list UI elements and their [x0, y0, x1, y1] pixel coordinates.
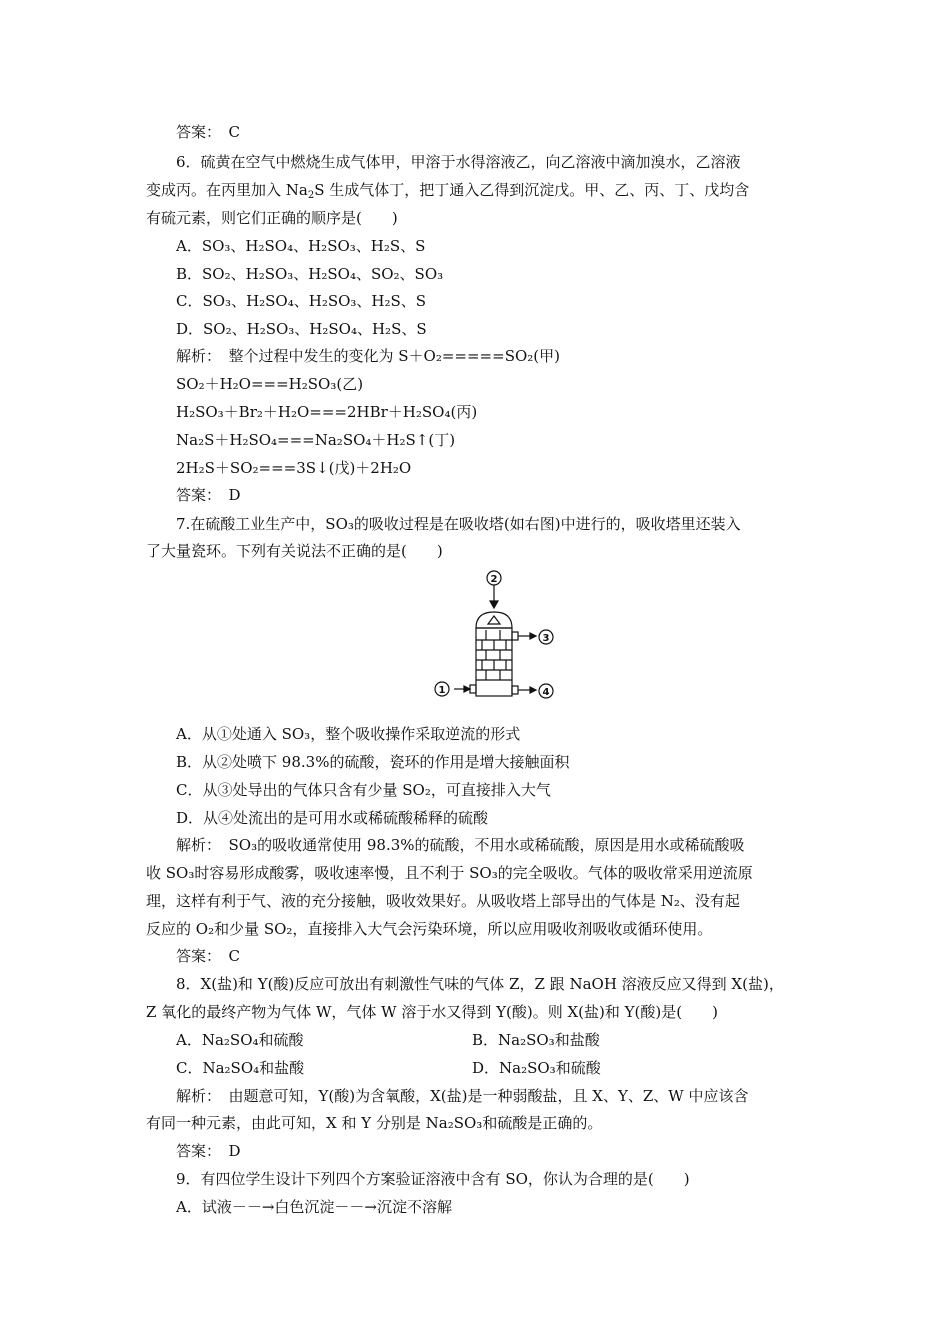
q6-equation-3: Na₂S＋H₂SO₄===Na₂SO₄＋H₂S↑(丁)	[176, 431, 456, 449]
q8-stem-line1: 8．X(盐)和 Y(酸)反应可放出有刺激性气味的气体 Z，Z 跟 NaOH 溶液反应又得到 X(盐)，	[176, 975, 784, 993]
q6-stem-line1: 6．硫黄在空气中燃烧生成气体甲，甲溶于水得溶液乙，向乙溶液中滴加溴水，乙溶液	[176, 153, 741, 171]
q8-option-d: D．Na₂SO₃和硫酸	[472, 1059, 601, 1077]
q9-stem: 9．有四位学生设计下列四个方案验证溶液中含有 SO，你认为合理的是( )	[176, 1170, 690, 1188]
q6-analysis: 解析： 整个过程中发生的变化为 S＋O₂=====SO₂(甲)	[176, 347, 560, 365]
q6-option-c: C．SO₃、H₂SO₄、H₂SO₃、H₂S、S	[176, 292, 427, 310]
q7-option-c: C．从③处导出的气体只含有少量 SO₂，可直接排入大气	[176, 781, 551, 799]
q8-stem-line2: Z 氧化的最终产物为气体 W，气体 W 溶于水又得到 Y(酸)。则 X(盐)和 Y(酸)是( )	[146, 1003, 718, 1021]
q7-analysis-line2: 收 SO₃时容易形成酸雾，吸收速率慢，且不利于 SO₃的完全吸收。气体的吸收常采用逆流原	[146, 864, 753, 882]
q6-equation-2: H₂SO₃＋Br₂＋H₂O===2HBr＋H₂SO₄(丙)	[176, 403, 478, 421]
q8-option-a: A．Na₂SO₄和硫酸	[176, 1031, 304, 1049]
diagram-label-4: 4	[542, 687, 550, 698]
diagram-label-1: 1	[438, 685, 446, 696]
q6-option-b: B．SO₂、H₂SO₃、H₂SO₄、SO₂、SO₃	[176, 265, 444, 283]
q8-analysis-line2: 有同一种元素，由此可知，X 和 Y 分别是 Na₂SO₃和硫酸是正确的。	[146, 1114, 603, 1132]
q7-option-a: A．从①处通入 SO₃，整个吸收操作采取逆流的形式	[176, 725, 521, 743]
q8-answer: 答案： D	[176, 1142, 241, 1160]
q6-equation-1: SO₂＋H₂O===H₂SO₃(乙)	[176, 375, 364, 393]
q7-option-d: D．从④处流出的是可用水或稀硫酸稀释的硫酸	[176, 809, 489, 827]
q7-analysis-line4: 反应的 O₂和少量 SO₂，直接排入大气会污染环境，所以应用吸收剂吸收或循环使用。	[146, 920, 713, 938]
q6-stem-line2: 变成丙。在丙里加入 $Na_2S$ 生成气体丁，把丁通入乙得到沉淀戊。甲、乙、丙、丁、戊均含	[146, 181, 750, 201]
q7-analysis-line1: 解析： SO₃的吸收通常使用 98.3%的硫酸，不用水或稀硫酸，原因是用水或稀硫酸吸	[176, 836, 745, 854]
absorption-tower-diagram	[420, 568, 570, 708]
q7-option-b: B．从②处喷下 98.3%的硫酸，瓷环的作用是增大接触面积	[176, 753, 570, 771]
diagram-label-2: 2	[490, 574, 498, 585]
diagram-label-3: 3	[542, 633, 550, 644]
q7-stem-line2: 了大量瓷环。下列有关说法不正确的是( )	[146, 542, 443, 560]
q7-stem-line1: 7.在硫酸工业生产中，SO₃的吸收过程是在吸收塔(如右图)中进行的，吸收塔里还装入	[176, 515, 741, 533]
q6-equation-4: 2H₂S＋SO₂===3S↓(戊)＋2H₂O	[176, 459, 412, 477]
q9-option-a: A．试液－－→白色沉淀－－→沉淀不溶解	[176, 1198, 452, 1216]
q8-option-b: B．Na₂SO₃和盐酸	[472, 1031, 600, 1049]
q7-answer: 答案： C	[176, 947, 240, 965]
q5-answer: 答案： C	[176, 123, 240, 141]
q8-analysis-line1: 解析： 由题意可知，Y(酸)为含氧酸，X(盐)是一种弱酸盐，且 X、Y、Z、W 中应该含	[176, 1087, 749, 1105]
q6-answer: 答案： D	[176, 486, 241, 504]
q8-option-c: C．Na₂SO₄和盐酸	[176, 1059, 305, 1077]
q6-option-a: A．SO₃、H₂SO₄、H₂SO₃、H₂S、S	[176, 237, 426, 255]
q6-option-d: D．SO₂、H₂SO₃、H₂SO₄、H₂S、S	[176, 320, 427, 338]
q6-stem-line3: 有硫元素，则它们正确的顺序是( )	[146, 209, 398, 227]
q7-analysis-line3: 理，这样有利于气、液的充分接触，吸收效果好。从吸收塔上部导出的气体是 N₂、没有起	[146, 892, 740, 910]
